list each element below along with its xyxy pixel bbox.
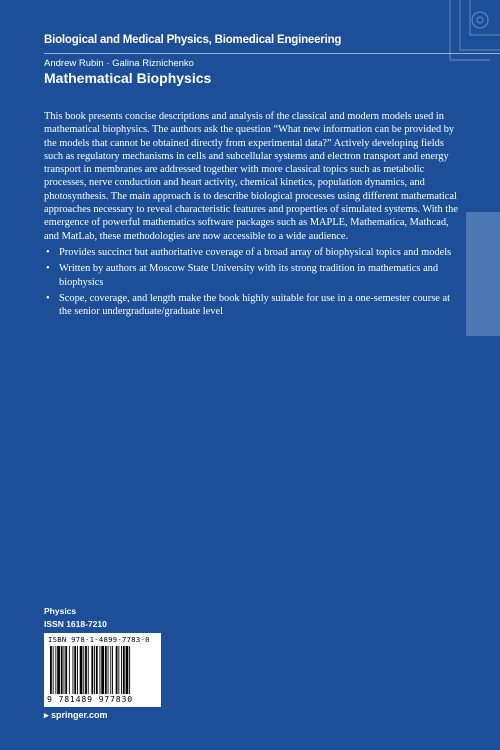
subject-label: Physics (44, 606, 77, 616)
isbn-label: ISBN 978-1-4899-7783-0 (48, 635, 150, 644)
authors: Andrew Rubin · Galina Riznichenko (44, 58, 194, 69)
list-item: • Written by authors at Moscow State University with its strong tradition in mathematics and biophysics (44, 262, 464, 289)
description-block (44, 110, 464, 321)
header-divider (44, 53, 500, 54)
book-title: Mathematical Biophysics (44, 70, 212, 86)
description: This book presents concise descriptions and analysis of the classical and modern models used in mathematical biophysics. The authors ask the question “What new information can be provided by the models that cannot be obtained directly from experimental data?” Actively developing fields such as regulatory mechanisms in cells and subcellular systems and electron transport and energy transport in membranes are addressed together with more classical topics such as metabolic processes, nerve conduction and heart activity, chemical kinetics, population dynamics, and photosynthesis. The main approach is to describe biological processes using different mathematical approaches necessary to reveal characteristic features and properties of simulated systems. With the emergence of powerful mathematics software packages such as MAPLE, Mathematica, Mathcad, and MatLab, these methodologies are now accessible to a wide audience. (44, 111, 458, 242)
decorative-pattern (440, 0, 500, 70)
arrow-icon: ▸ (44, 710, 52, 720)
barcode-bars (50, 646, 156, 694)
list-item: • Scope, coverage, and length make the book highly suitable for use in a one-semester course at the senior undergraduate/graduate level (44, 292, 464, 319)
publisher-url: springer.com (51, 710, 108, 720)
barcode (44, 633, 161, 707)
publisher-link[interactable] (44, 710, 108, 721)
barcode-digits: 9 781489 977830 (47, 694, 133, 704)
series-title: Biological and Medical Physics, Biomedical Engineering (44, 34, 342, 46)
feature-list (44, 246, 464, 318)
list-item: • Provides succinct but authoritative coverage of a broad array of biophysical topics and models (44, 246, 464, 259)
side-color-tab (466, 212, 500, 336)
issn-label: ISSN 1618-7210 (44, 619, 107, 629)
